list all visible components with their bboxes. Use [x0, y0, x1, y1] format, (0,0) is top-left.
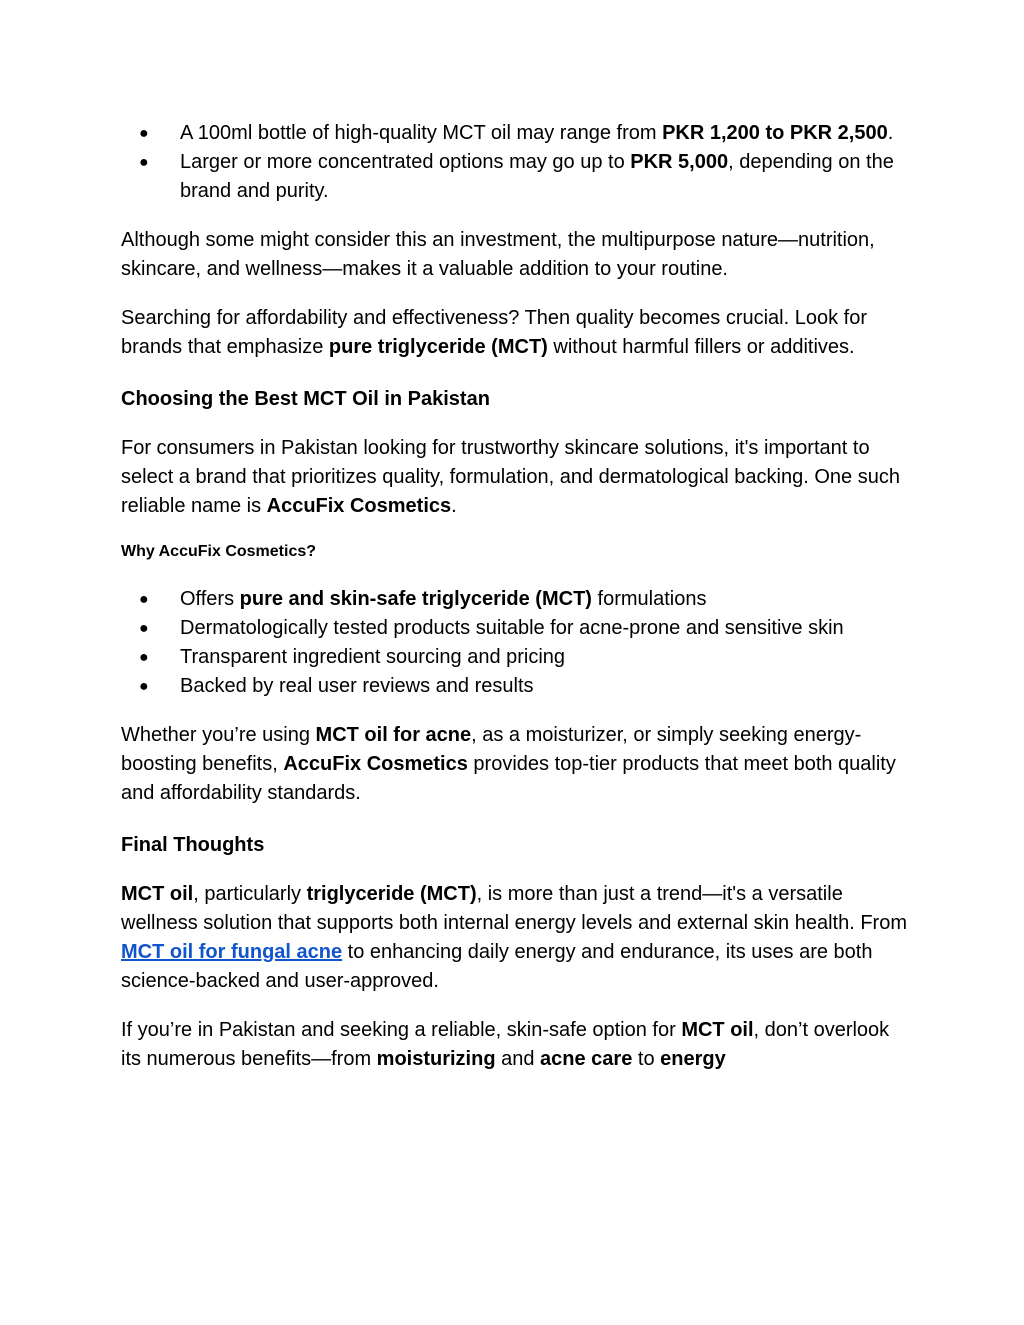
- paragraph-final: MCT oil, particularly triglyceride (MCT), is more than just a trend—it's a versatile wellness solution that supports both internal energy levels and external skin health. From MCT oil for fungal acne to enhancing daily energy and endurance, its uses are both science-backed and user-approved.: [121, 883, 907, 992]
- heading-final-thoughts: Final Thoughts: [121, 834, 265, 856]
- why-accufix-list: [121, 585, 911, 701]
- heading-why-accufix: Why AccuFix Cosmetics?: [121, 543, 317, 560]
- paragraph-quality: Searching for affordability and effectiveness? Then quality becomes crucial. Look for brands that emphasize pure triglyceride (MCT) without harmful fillers or additives.: [121, 307, 867, 358]
- mct-oil-fungal-acne-link[interactable]: MCT oil for fungal acne: [121, 941, 343, 963]
- paragraph-whether: Whether you’re using MCT oil for acne, as a moisturizer, or simply seeking energy-boosting benefits, AccuFix Cosmetics provides top-tier products that meet both quality and affordability standards.: [121, 724, 896, 804]
- list-item: ● Transparent ingredient sourcing and pricing: [121, 643, 911, 672]
- paragraph-closing: If you’re in Pakistan and seeking a reliable, skin-safe option for MCT oil, don’t overlook its numerous benefits—from moisturizing and acne care to energy: [121, 1019, 890, 1070]
- paragraph-investment: Although some might consider this an investment, the multipurpose nature—nutrition, skincare, and wellness—makes it a valuable addition to your routine.: [121, 229, 875, 280]
- list-item: ● Backed by real user reviews and results: [121, 672, 911, 701]
- list-item: ● Larger or more concentrated options may go up to PKR 5,000, depending on the brand and purity.: [121, 148, 911, 206]
- paragraph-consumers: For consumers in Pakistan looking for trustworthy skincare solutions, it's important to select a brand that prioritizes quality, formulation, and dermatological backing. One such reliable name is AccuFix Cosmetics.: [121, 437, 900, 517]
- price-list: [121, 119, 911, 206]
- heading-choosing-best-mct-oil: Choosing the Best MCT Oil in Pakistan: [121, 388, 490, 410]
- list-item: ● A 100ml bottle of high-quality MCT oil may range from PKR 1,200 to PKR 2,500.: [121, 119, 911, 148]
- list-item: ● Dermatologically tested products suitable for acne-prone and sensitive skin: [121, 614, 911, 643]
- document-page: [121, 119, 911, 1074]
- list-item: ● Offers pure and skin-safe triglyceride (MCT) formulations: [121, 585, 911, 614]
